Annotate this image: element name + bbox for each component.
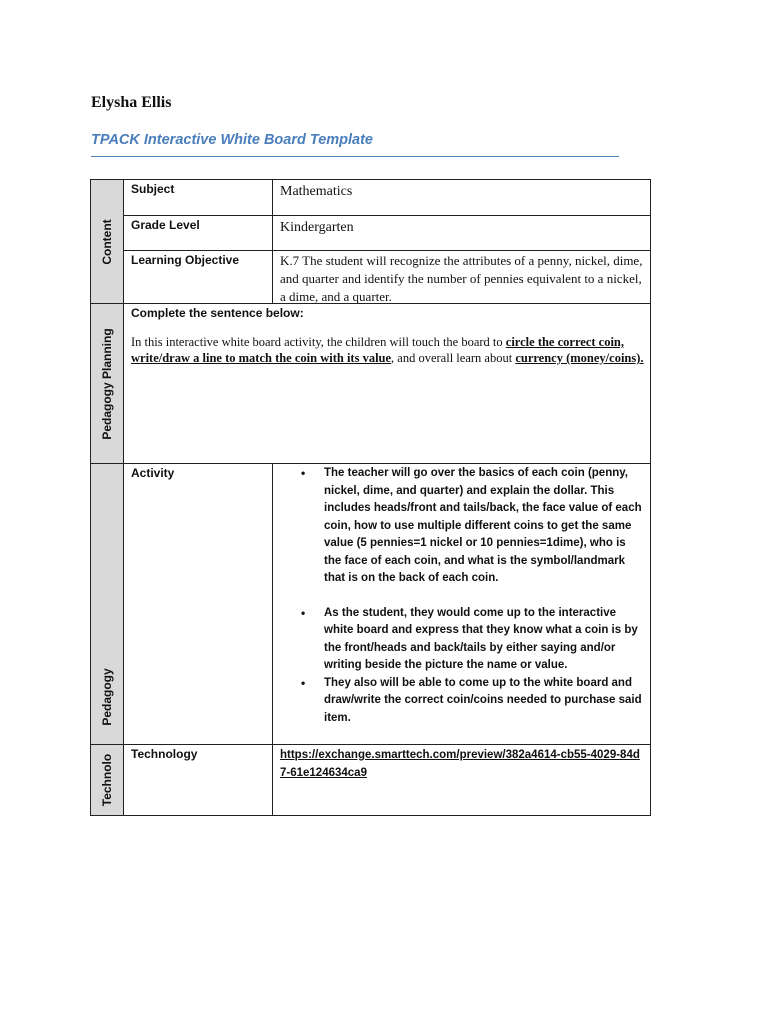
planning-cell xyxy=(123,303,651,464)
section-pedagogy-planning xyxy=(90,303,124,464)
activity-label: Activity xyxy=(131,466,175,480)
subject-value: Mathematics xyxy=(280,184,353,199)
bullet-icon: • xyxy=(301,605,306,620)
planning-emphasis-1: circle the correct coin, write/draw a line to match the coin with its value xyxy=(131,335,625,365)
section-technology-label: Technolo xyxy=(100,753,114,807)
planning-heading: Complete the sentence below: xyxy=(131,306,304,320)
author-name: Elysha Ellis xyxy=(91,94,172,111)
activity-list xyxy=(283,465,644,727)
bullet-icon: • xyxy=(301,466,306,480)
activity-label-cell xyxy=(123,463,273,745)
section-technology xyxy=(90,744,124,816)
objective-label-cell xyxy=(123,250,273,304)
objective-label: Learning Objective xyxy=(131,253,240,267)
activity-value-cell xyxy=(272,463,651,745)
subject-value-cell xyxy=(272,179,651,216)
grade-label: Grade Level xyxy=(131,218,200,232)
section-content-label: Content xyxy=(100,218,114,265)
objective-value-cell xyxy=(272,250,651,304)
technology-link[interactable]: https://exchange.smarttech.com/preview/382a4614-cb55-4029-84d7-61e124634ca9 xyxy=(280,749,640,779)
activity-item-text: The teacher will go over the basics of each coin (penny, nickel, dime, and quarter) and explain the dollar. This includes heads/front and tails/back, the face value of each coin, how to use multiple different coins to get the same value (5 pennies=1 nickel or 10 pennies=1dime), who is the face of each coin, and what is the symbol/landmark that is on the back of each coin. xyxy=(324,467,642,584)
planning-emphasis-2: currency (money/coins). xyxy=(515,351,644,365)
activity-item xyxy=(283,605,644,675)
planning-sentence xyxy=(131,334,644,366)
tpack-table xyxy=(90,179,651,816)
technology-value-cell xyxy=(272,744,651,816)
grade-value-cell xyxy=(272,215,651,251)
activity-item-text: They also will be able to come up to the white board and draw/write the correct coin/coins needed to purchase said item. xyxy=(324,676,642,724)
activity-item-text: As the student, they would come up to the interactive white board and express that they know what a coin is by the front/heads and back/tails by either saying and/or writing beside the picture the name or value. xyxy=(324,606,638,671)
planning-intro: In this interactive white board activity, the children will touch the board to xyxy=(131,335,506,349)
bullet-icon: • xyxy=(301,675,306,690)
planning-mid: , and overall learn about xyxy=(391,351,516,365)
activity-item xyxy=(283,675,644,728)
grade-label-cell xyxy=(123,215,273,251)
title-divider xyxy=(91,156,619,157)
document-title: TPACK Interactive White Board Template xyxy=(91,132,373,148)
section-pedagogy-planning-label: Pedagogy Planning xyxy=(100,327,114,440)
section-content xyxy=(90,179,124,304)
technology-label-cell xyxy=(123,744,273,816)
technology-label: Technology xyxy=(131,747,198,761)
subject-label-cell xyxy=(123,179,273,216)
subject-label: Subject xyxy=(131,182,175,196)
activity-item xyxy=(283,465,644,588)
section-pedagogy-label: Pedagogy xyxy=(100,668,114,726)
grade-value: Kindergarten xyxy=(280,220,354,235)
section-pedagogy xyxy=(90,463,124,745)
objective-value: K.7 The student will recognize the attributes of a penny, nickel, dime, and quarter and identify the number of pennies equivalent to a nickel, a dime, and a quarter. xyxy=(280,253,643,304)
